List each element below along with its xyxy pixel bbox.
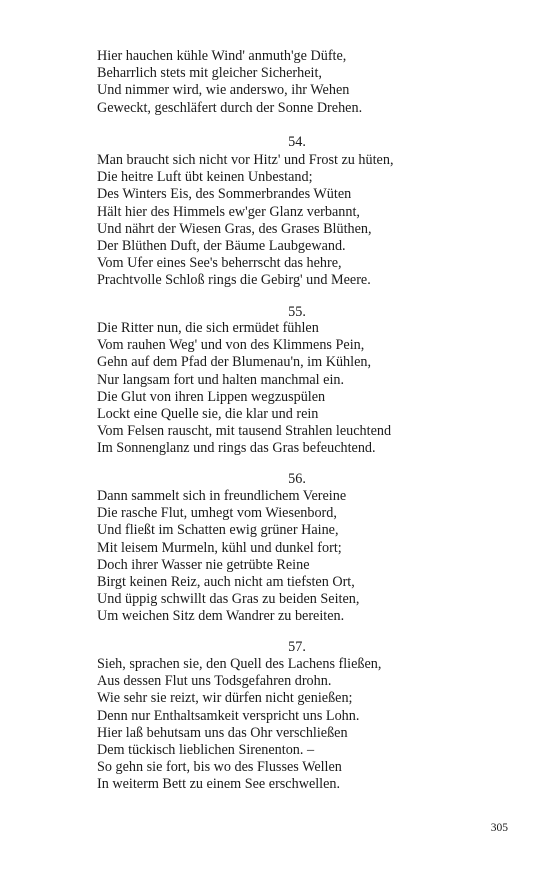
verse-line: Die rasche Flut, umhegt vom Wiesenbord, [97, 505, 337, 522]
stanza-55 [97, 320, 497, 458]
verse-line: Lockt eine Quelle sie, die klar und rein [97, 406, 319, 423]
verse-line: Hält hier des Himmels ew'ger Glanz verbannt, [97, 203, 360, 220]
verse-line: Hier hauchen kühle Wind' anmuth'ge Düfte, [97, 48, 347, 64]
verse-line: So gehn sie fort, bis wo des Flusses Wellen [97, 759, 342, 776]
verse-line: Die heitre Luft übt keinen Unbestand; [97, 169, 313, 186]
stanza-53-continuation [97, 48, 497, 117]
verse-line: Doch ihrer Wasser nie getrübte Reine [97, 556, 310, 573]
page-number: 305 [490, 822, 508, 834]
stanza-56 [97, 488, 497, 626]
stanza-57 [97, 656, 497, 794]
verse-line: Aus dessen Flut uns Todsgefahren drohn. [97, 673, 332, 690]
verse-line: Vom Ufer eines See's beherrscht das hehre, [97, 255, 342, 272]
verse-line: Man braucht sich nicht vor Hitz' und Frost zu hüten, [97, 152, 394, 168]
stanza-54 [97, 152, 497, 290]
verse-line: Nur langsam fort und halten manchmal ein. [97, 371, 345, 388]
verse-line: Dann sammelt sich in freundlichem Vereine [97, 488, 347, 504]
verse-line: Vom rauhen Weg' und von des Klimmens Pein, [97, 337, 365, 354]
verse-line: Und nährt der Wiesen Gras, des Grases Blüthen, [97, 220, 372, 237]
verse-line: Vom Felsen rauscht, mit tausend Strahlen leuchtend [97, 423, 392, 440]
verse-line: Prachtvolle Schloß rings die Gebirg' und Meere. [97, 272, 371, 289]
verse-line: Sieh, sprachen sie, den Quell des Lachens fließen, [97, 656, 382, 672]
verse-line: Wie sehr sie reizt, wir dürfen nicht genießen; [97, 690, 353, 707]
verse-line: Beharrlich stets mit gleicher Sicherheit, [97, 65, 322, 82]
verse-line: Und fließt im Schatten ewig grüner Haine, [97, 522, 339, 539]
verse-line: Der Blüthen Duft, der Bäume Laubgewand. [97, 238, 346, 255]
stanza-number-55: 55. [288, 304, 306, 320]
verse-line: Die Glut von ihren Lippen wegzuspülen [97, 388, 326, 405]
verse-line: Birgt keinen Reiz, auch nicht am tiefsten Ort, [97, 574, 355, 591]
verse-line: Im Sonnenglanz und rings das Gras befeuchtend. [97, 440, 376, 457]
stanza-number-56: 56. [288, 471, 306, 487]
verse-line: Gehn auf dem Pfad der Blumenau'n, im Kühlen, [97, 354, 372, 371]
verse-line: Um weichen Sitz dem Wandrer zu bereiten. [97, 608, 345, 625]
verse-line: In weiterm Bett zu einem See erschwellen. [97, 776, 341, 793]
verse-line: Denn nur Enthaltsamkeit verspricht uns Lohn. [97, 707, 360, 724]
verse-line: Und üppig schwillt das Gras zu beiden Seiten, [97, 591, 360, 608]
verse-line: Mit leisem Murmeln, kühl und dunkel fort; [97, 539, 342, 556]
verse-line: Die Ritter nun, die sich ermüdet fühlen [97, 320, 319, 336]
verse-line: Hier laß behutsam uns das Ohr verschließen [97, 724, 348, 741]
verse-line: Und nimmer wird, wie anderswo, ihr Wehen [97, 82, 350, 99]
verse-line: Dem tückisch lieblichen Sirenenton. – [97, 742, 315, 759]
verse-line: Geweckt, geschläfert durch der Sonne Drehen. [97, 99, 363, 116]
stanza-number-57: 57. [288, 639, 306, 655]
verse-line: Des Winters Eis, des Sommerbrandes Wüten [97, 186, 352, 203]
stanza-number-54: 54. [288, 134, 306, 150]
